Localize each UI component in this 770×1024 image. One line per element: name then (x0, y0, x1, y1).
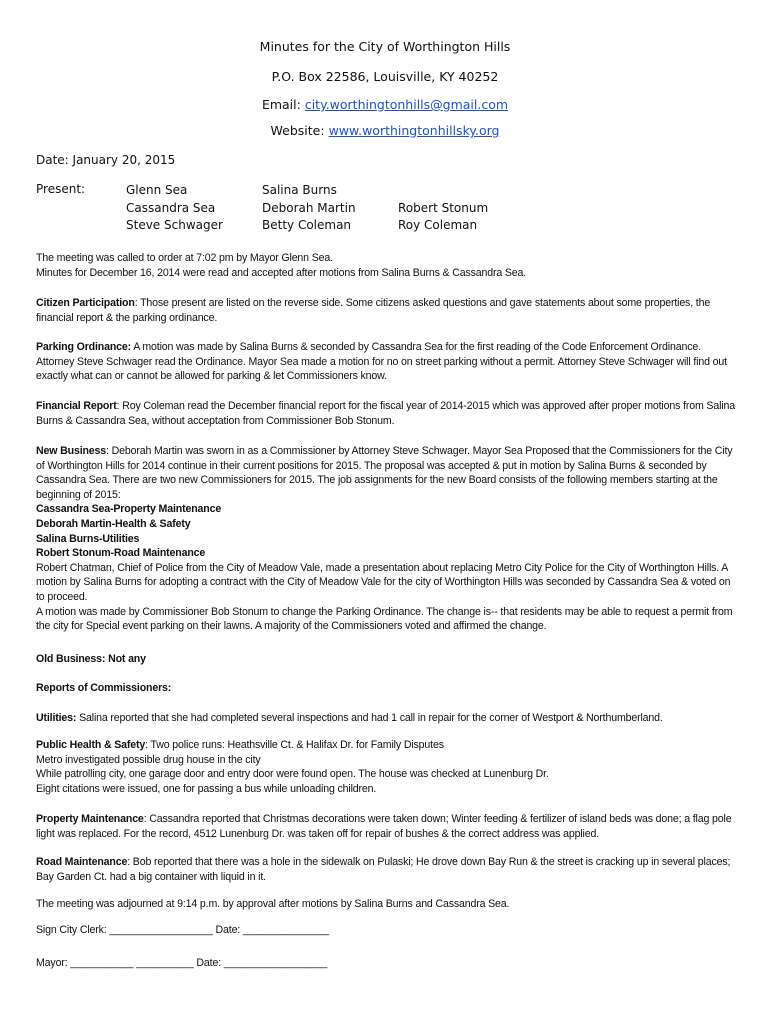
call-to-order: The meeting was called to order at 7:02 pm by Mayor Glenn Sea. (36, 252, 333, 264)
health-item: Metro investigated possible drug house in the city (36, 753, 261, 766)
citizen-participation-section (36, 296, 736, 325)
website-line (0, 123, 770, 138)
public-health-text: : Two police runs: Heathsville Ct. & Halifax Dr. for Family Disputes (145, 739, 444, 751)
document-title: Minutes for the City of Worthington Hills (259, 39, 511, 54)
new-business-section (36, 444, 736, 634)
address-line: P.O. Box 22586, Louisville, KY 40252 (271, 69, 499, 84)
email-link[interactable]: city.worthingtonhills@gmail.com (304, 97, 509, 112)
parking-ordinance-text: A motion was made by Salina Burns & seconded by Cassandra Sea for the first reading of the Code Enforcement Ordinance. Attorney Steve Schwager read the Ordinance. Mayor Sea made a motion for no on street parking without a permit. Attorney Steve Schwager will find out exactly what can or cannot be allowed for parking & let Commissioners know. (36, 341, 727, 383)
attendee: Deborah Martin (262, 200, 356, 215)
property-maintenance-label: Property Maintenance (36, 813, 144, 825)
attendee: Salina Burns (262, 183, 337, 197)
road-maintenance-label: Road Maintenance (36, 856, 128, 868)
health-item: Eight citations were issued, one for passing a bus while unloading children. (36, 782, 377, 795)
assignment-item: Salina Burns-Utilities (36, 532, 140, 545)
website-link[interactable]: www.worthingtonhillsky.org (328, 123, 500, 138)
present-column-2 (262, 182, 356, 235)
mayor-signature-line: Mayor: ___________ __________ Date: __________________ (36, 957, 328, 969)
reports-heading: Reports of Commissioners: (36, 682, 172, 694)
parking-ordinance-label: Parking Ordinance: (36, 341, 132, 353)
road-maintenance-text: : Bob reported that there was a hole in the sidewalk on Pulaski; He drove down Bay Run & the street is cracking up in several places; Bay Garden Ct. had a big container with liquid in it. (36, 856, 731, 883)
clerk-signature-line: Sign City Clerk: __________________ Date: _______________ (36, 924, 330, 936)
present-column-3 (398, 200, 488, 235)
email-line (0, 97, 770, 112)
financial-report-label: Financial Report (36, 400, 117, 412)
police-presentation: Robert Chatman, Chief of Police from the City of Meadow Vale, made a presentation about replacing Metro City Police for the City of Worthington Hills. A motion by Salina Burns for adopting a contract with the City of Meadow Vale for the city of Worthington Hills was seconded by Cassandra Sea & voted on to proceed. (36, 561, 731, 603)
attendee: Robert Stonum (398, 200, 489, 215)
property-maintenance-text: : Cassandra reported that Christmas decorations were taken down; Winter feeding & fertilizer of island beds was done; a flag pole light was replaced. For the record, 4512 Lunenburg Dr. was taken off for repair of bushes & the correct address was applied. (36, 813, 732, 840)
old-business-text: Not any (105, 653, 146, 665)
adjournment-text: The meeting was adjourned at 9:14 p.m. by approval after motions by Salina Burns and Cassandra Sea. (36, 898, 510, 910)
mayor-signature-section (36, 956, 736, 971)
assignment-item: Robert Stonum-Road Maintenance (36, 547, 206, 560)
reports-heading-section (36, 681, 736, 696)
date-line: Date: January 20, 2015 (36, 153, 176, 167)
attendee: Cassandra Sea (126, 200, 216, 215)
utilities-text: Salina reported that she had completed several inspections and had 1 call in repair for the corner of Westport & Northumberland. (76, 712, 663, 724)
parking-change-motion: A motion was made by Commissioner Bob Stonum to change the Parking Ordinance. The change is-- that residents may be able to request a permit from the city for Special event parking on their lawns. A majority of the Commissioners voted and affirmed the change. (36, 605, 733, 633)
present-label: Present: (36, 182, 86, 196)
public-health-label: Public Health & Safety (36, 739, 146, 751)
new-business-label: New Business (36, 445, 107, 457)
property-maintenance-section (36, 812, 736, 841)
attendee: Betty Coleman (262, 218, 352, 232)
old-business-section (36, 652, 736, 667)
minutes-approval: Minutes for December 16, 2014 were read and accepted after motions from Salina Burns & Cassandra Sea. (36, 266, 527, 279)
parking-ordinance-section (36, 340, 736, 384)
public-health-section (36, 738, 736, 796)
attendee: Roy Coleman (398, 218, 478, 232)
new-business-text: : Deborah Martin was sworn in as a Commissioner by Attorney Steve Schwager. Mayor Sea Proposed that the Commissioners for the City of Worthington Hills for 2014 continue in their current positions for 2015. The proposal was accepted & put in motion by Salina Burns & seconded by Cassandra Sea. There are two new Commissioners for 2015. The job assignments for the new Board consists of the following members starting at the beginning of 2015: (36, 445, 733, 501)
utilities-section (36, 711, 736, 726)
assignment-item: Cassandra Sea-Property Maintenance (36, 503, 222, 516)
assignment-item: Deborah Martin-Health & Safety (36, 517, 191, 530)
opening-section (36, 251, 736, 280)
website-label: Website: (270, 123, 325, 138)
citizen-participation-label: Citizen Participation (36, 297, 135, 309)
road-maintenance-section (36, 855, 736, 884)
present-column-1 (126, 182, 223, 235)
clerk-signature-section (36, 923, 736, 938)
old-business-label: Old Business: (36, 653, 106, 665)
attendee: Steve Schwager (126, 218, 223, 232)
utilities-label: Utilities: (36, 712, 77, 724)
financial-report-text: : Roy Coleman read the December financial report for the fiscal year of 2014-2015 which was approved after proper motions from Salina Burns & Cassandra Sea, without acceptation from Commissioner Bob Stonum. (36, 400, 735, 427)
attendee: Glenn Sea (126, 183, 188, 197)
citizen-participation-text: : Those present are listed on the reverse side. Some citizens asked questions and gave statements about some properties, the financial report & the parking ordinance. (36, 297, 711, 324)
email-label: Email: (261, 97, 301, 112)
health-item: While patrolling city, one garage door and entry door were found open. The house was checked at Lunenburg Dr. (36, 768, 549, 781)
adjournment-section (36, 897, 736, 912)
financial-report-section (36, 399, 736, 428)
